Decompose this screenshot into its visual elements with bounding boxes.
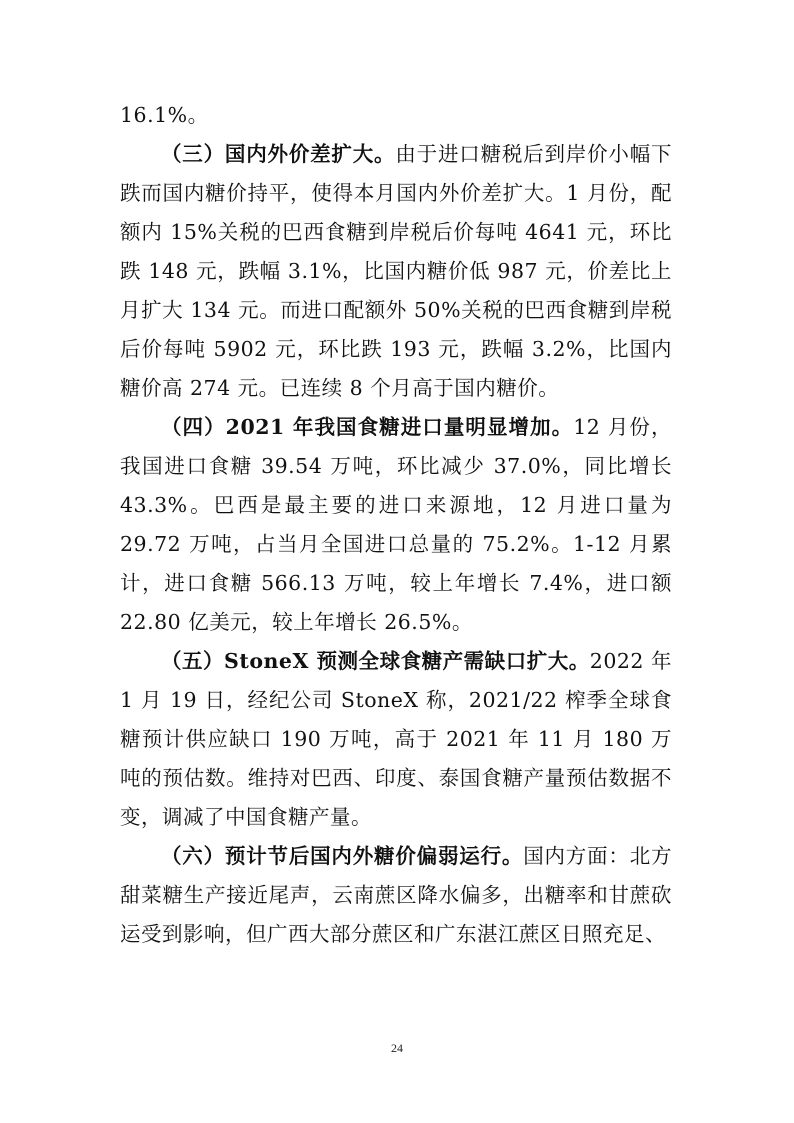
body-text (120, 96, 672, 954)
section-heading: （三）国内外价差扩大。 (161, 142, 396, 166)
section-heading: （六）预计节后国内外糖价偏弱运行。 (161, 844, 524, 868)
paragraph-text: 国内方面：北方甜菜糖生产接近尾声，云南蔗区降水偏多，出糖率和甘蔗砍运受到影响，但广西大部分蔗区和广东湛江蔗区日照充足、 (120, 844, 673, 946)
paragraph-text: 16.1%。 (120, 103, 209, 127)
section-heading: （五）StoneX 预测全球食糖产需缺口扩大。 (161, 649, 590, 673)
paragraph-continuation (120, 96, 672, 135)
paragraph-imports (120, 408, 672, 642)
page-number: 24 (391, 1041, 403, 1055)
paragraph-text: 2022 年 1 月 19 日，经纪公司 StoneX 称，2021/22 榨季全球食糖预计供应缺口 190 万吨，高于 2021 年 11 月 180 万吨的预估数。维持对巴西、印度、泰国食糖产量预估数据不变，调减了中国食糖产量。 (120, 649, 673, 829)
paragraph-text: 由于进口糖税后到岸价小幅下跌而国内糖价持平，使得本月国内外价差扩大。1 月份，配额内 15%关税的巴西食糖到岸税后价每吨 4641 元，环比跌 148 元，跌幅 3.1%，比国内糖价低 987 元，价差比上月扩大 134 元。而进口配额外 50%关税的巴西食糖到岸税后价每吨 5902 元，环比跌 193 元，跌幅 3.2%，比国内糖价高 274 元。已连续 8 个月高于国内糖价。 (120, 142, 673, 400)
paragraph-stonex-forecast (120, 642, 672, 837)
section-heading: （四）2021 年我国食糖进口量明显增加。 (161, 415, 574, 439)
paragraph-price-gap (120, 135, 672, 408)
paragraph-outlook (120, 837, 672, 954)
paragraph-text: 12 月份，我国进口食糖 39.54 万吨，环比减少 37.0%，同比增长 43.3%。巴西是最主要的进口来源地，12 月进口量为 29.72 万吨，占当月全国进口总量的 75.2%。1-12 月累计，进口食糖 566.13 万吨，较上年增长 7.4%，进口额 22.80 亿美元，较上年增长 26.5%。 (120, 415, 672, 634)
